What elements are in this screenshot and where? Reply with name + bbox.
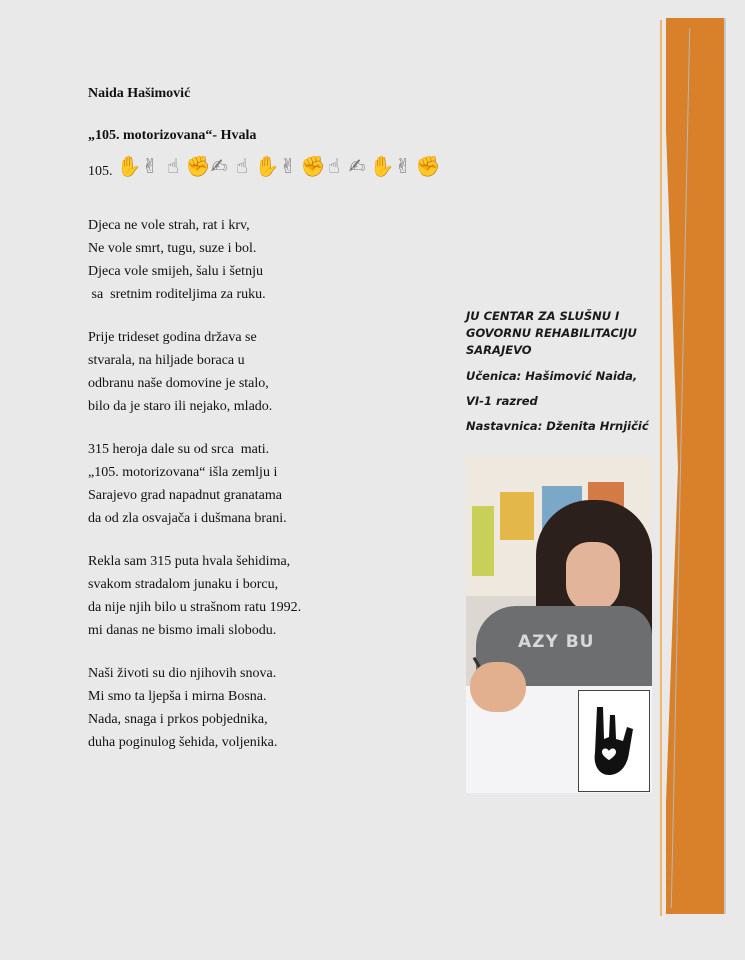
- poem-body: [88, 214, 301, 774]
- stanza: [88, 438, 301, 530]
- institution-name: JU CENTAR ZA SLUŠNU I GOVORNU REHABILITACIJU SARAJEVO: [466, 309, 637, 357]
- poem-line: Sarajevo grad napadnut granatama: [88, 488, 282, 503]
- stanza: [88, 214, 301, 306]
- sign-hand-icon: ☝: [235, 154, 249, 178]
- photo-poster: [500, 492, 534, 540]
- photo-face: [566, 542, 620, 612]
- poem-line: Djeca vole smijeh, šalu i šetnju: [88, 264, 263, 279]
- sign-line-prefix: 105.: [88, 164, 113, 179]
- sign-hand-icon: ✋: [369, 154, 395, 178]
- author-name: Naida Hašimović: [88, 86, 191, 101]
- sign-language-glyphs: [116, 152, 441, 180]
- poem-line: Rekla sam 315 puta hvala šehidima,: [88, 554, 291, 569]
- sign-hand-icon: ✌: [279, 154, 297, 178]
- decorative-wedge: [662, 18, 678, 914]
- sign-hand-icon: ✍: [348, 154, 366, 178]
- sign-hand-icon: ✋: [254, 154, 280, 178]
- sign-hand-icon: ✊: [300, 154, 326, 178]
- decorative-thin-stripe: [660, 20, 662, 916]
- poem-line: Naši životi su dio njihovih snova.: [88, 666, 277, 681]
- poem-line: stvarala, na hiljade boraca u: [88, 353, 245, 368]
- poem-line: Ne vole smrt, tugu, suze i bol.: [88, 241, 257, 256]
- photo-hand: [470, 662, 526, 712]
- poem-line: mi danas ne bismo imali slobodu.: [88, 623, 277, 638]
- teacher-name: Nastavnica: Dženita Hrnjičić: [466, 419, 649, 433]
- decorative-right-line: [724, 18, 726, 914]
- sign-language-line: [88, 152, 441, 180]
- sign-hand-icon: ✌: [394, 154, 412, 178]
- poem-line: Prije trideset godina država se: [88, 330, 257, 345]
- sign-hand-icon: ☝: [166, 154, 180, 178]
- poem-line: 315 heroja dale su od srca mati.: [88, 442, 270, 457]
- sign-hand-icon: ✍: [210, 154, 228, 178]
- i-love-you-sign-icon: [578, 690, 650, 792]
- sign-hand-icon: ✌: [141, 154, 159, 178]
- student-grade: VI-1 razred: [466, 394, 538, 408]
- poem-line: Mi smo ta ljepša i mirna Bosna.: [88, 689, 267, 704]
- stanza: [88, 326, 301, 418]
- stanza: [88, 662, 301, 754]
- sign-hand-icon: ✋: [116, 154, 142, 178]
- poem-line: da nije njih bilo u strašnom ratu 1992.: [88, 600, 302, 615]
- sign-hand-icon: ✊: [185, 154, 211, 178]
- school-info: [466, 308, 666, 443]
- poem-line: „105. motorizovana“ išla zemlju i: [88, 465, 278, 480]
- poem-line: bilo da je staro ili nejako, mlado.: [88, 399, 273, 414]
- stanza: [88, 550, 301, 642]
- sign-hand-icon: ✊: [415, 154, 441, 178]
- poem-line: Djeca ne vole strah, rat i krv,: [88, 218, 250, 233]
- poem-line: odbranu naše domovine je stalo,: [88, 376, 269, 391]
- student-name: Učenica: Hašimović Naida,: [466, 369, 638, 383]
- poem-line: da od zla osvajača i dušmana brani.: [88, 511, 287, 526]
- poem-line: Nada, snaga i prkos pobjednika,: [88, 712, 268, 727]
- poem-line: svakom stradalom junaku i borcu,: [88, 577, 279, 592]
- poem-line: sa sretnim roditeljima za ruku.: [88, 287, 266, 302]
- poem-title: „105. motorizovana“- Hvala: [88, 128, 257, 143]
- sign-hand-icon: ☝: [327, 154, 341, 178]
- photo-poster: [472, 506, 494, 576]
- poem-line: duha poginulog šehida, voljenika.: [88, 735, 278, 750]
- photo-shirt-text: AZY BU: [518, 632, 595, 652]
